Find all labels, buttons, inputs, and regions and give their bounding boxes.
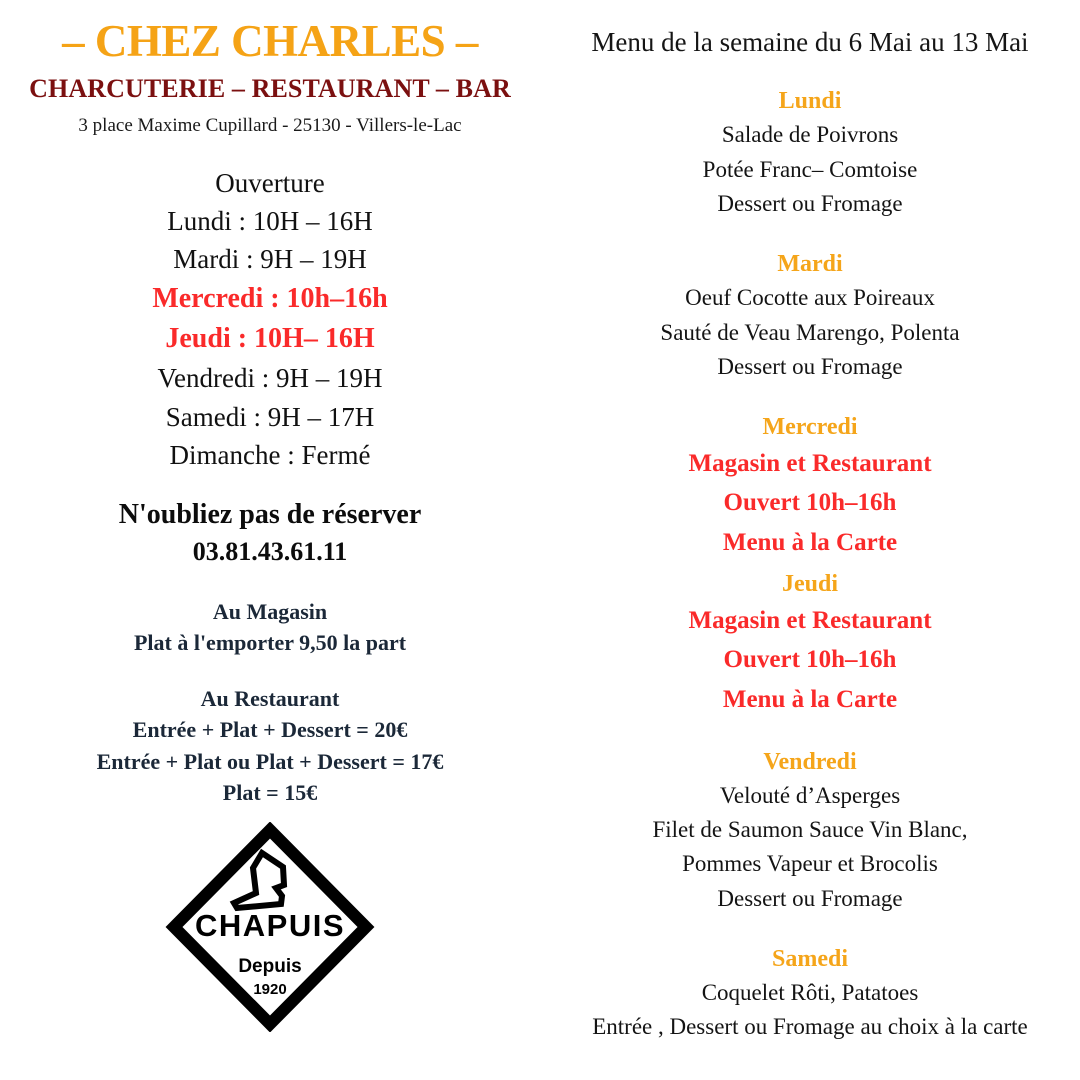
menu-item: Salade de Poivrons [721, 122, 899, 148]
right-column [540, 0, 1080, 1080]
menu-item: Dessert ou Fromage [717, 885, 903, 911]
shop-pricing-heading: Au Magasin [212, 598, 328, 624]
chapuis-logo-svg [163, 822, 378, 1032]
menu-day-name-vendredi: Vendredi [763, 748, 857, 775]
menu-day-lundi [540, 84, 1080, 221]
menu-day-name-samedi: Samedi [771, 945, 848, 972]
menu-day-name-mardi: Mardi [777, 251, 843, 278]
menu-item: Magasin et Restaurant [688, 607, 932, 635]
menu-item: Menu à la Carte [722, 528, 898, 556]
menu-item: Ouvert 10h–16h [723, 489, 897, 517]
menu-day-name-jeudi: Jeudi [781, 570, 838, 597]
menu-item: Oeuf Cocotte aux Poireaux [685, 285, 935, 311]
menu-day-mardi [540, 247, 1080, 384]
hours-row-mercredi: Mercredi : 10h–16h [152, 282, 388, 314]
menu-item: Sauté de Veau Marengo, Polenta [660, 319, 960, 345]
menu-item: Pommes Vapeur et Brocolis [682, 851, 938, 877]
hours-row-lundi: Lundi : 10H – 16H [167, 205, 373, 236]
menu-item: Dessert ou Fromage [717, 353, 903, 379]
menu-item: Filet de Saumon Sauce Vin Blanc, [652, 817, 968, 843]
reservation-phone-number[interactable]: 03.81.43.61.11 [192, 537, 348, 567]
menu-item: Ouvert 10h–16h [723, 646, 897, 674]
hours-row-samedi: Samedi : 9H – 17H [165, 401, 375, 432]
opening-hours-block [0, 164, 540, 475]
hours-row-dimanche: Dimanche : Fermé [169, 439, 371, 470]
opening-hours-heading: Ouverture [215, 167, 325, 198]
logo-since-label: Depuis [237, 956, 302, 978]
menu-item: Dessert ou Fromage [717, 191, 903, 216]
menu-item: Coquelet Rôti, Patatoes [701, 980, 919, 1006]
shop-pricing-block [0, 596, 540, 658]
hours-row-vendredi: Vendredi : 9H – 19H [157, 363, 383, 394]
logo-brand-name: CHAPUIS [194, 908, 345, 944]
reservation-block [0, 496, 540, 569]
restaurant-price-two-course: Entrée + Plat ou Plat + Dessert = 17€ [96, 748, 444, 774]
reservation-call-to-action: N'oubliez pas de réserver [118, 499, 422, 531]
menu-week-title: Menu de la semaine du 6 Mai au 13 Mai [591, 27, 1029, 57]
menu-day-samedi [540, 942, 1080, 1045]
menu-item: Magasin et Restaurant [688, 450, 932, 478]
hours-row-jeudi: Jeudi : 10H– 16H [165, 322, 375, 354]
menu-day-name-lundi: Lundi [778, 88, 842, 115]
restaurant-pricing-block [0, 683, 540, 808]
menu-item: Menu à la Carte [722, 685, 898, 713]
shop-price-takeaway: Plat à l'emporter 9,50 la part [133, 629, 407, 655]
chapuis-logo [0, 822, 540, 1032]
menu-day-mercredi [540, 410, 1080, 562]
menu-day-vendredi [540, 745, 1080, 916]
brand-subtitle: CHARCUTERIE – RESTAURANT – BAR [29, 74, 511, 104]
menu-item: Entrée , Dessert ou Fromage au choix à la carte [592, 1014, 1028, 1040]
menu-day-jeudi [540, 567, 1080, 719]
restaurant-price-full-menu: Entrée + Plat + Dessert = 20€ [132, 717, 408, 743]
menu-item: Velouté d’Asperges [719, 782, 901, 808]
hours-row-mardi: Mardi : 9H – 19H [173, 244, 367, 275]
page-title: – CHEZ CHARLES – [62, 16, 478, 66]
menu-day-name-mercredi: Mercredi [762, 414, 858, 441]
restaurant-pricing-heading: Au Restaurant [200, 686, 340, 712]
logo-since-year: 1920 [252, 981, 287, 999]
restaurant-price-main-only: Plat = 15€ [222, 779, 318, 805]
brand-address: 3 place Maxime Cupillard - 25130 - Villers-le-Lac [78, 114, 462, 136]
menu-item: Potée Franc– Comtoise [702, 156, 918, 182]
